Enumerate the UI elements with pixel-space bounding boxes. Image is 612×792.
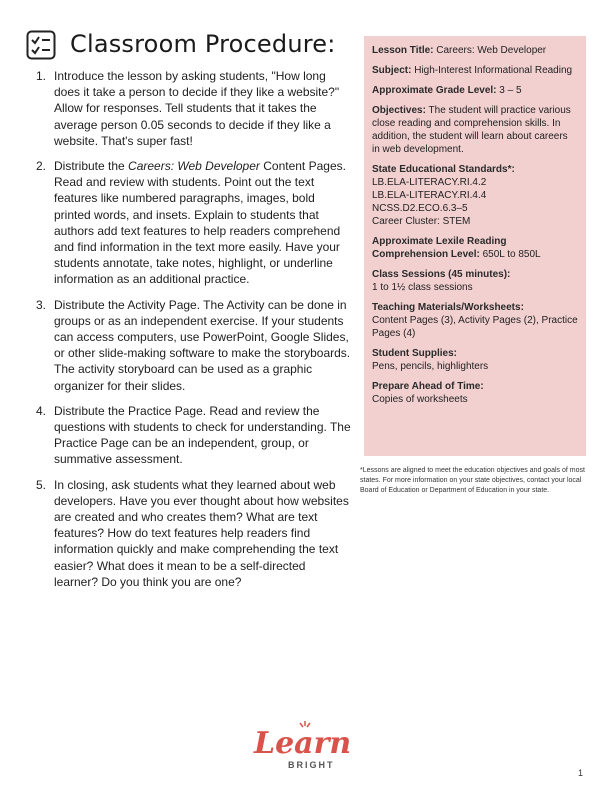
step-text-part: Content Pages. Read and review with students. Point out the text features like numbered paragraphs, images, bold printed words, and insets. Explain to students that authors add text features to help readers comprehend and find information in the text more easily. Have your students annotate, take notes, highlight, or underline information as an additional practice.	[54, 159, 346, 287]
step-number: 4.	[36, 403, 47, 418]
field-label: Lesson Title:	[372, 45, 434, 56]
objectives-block	[372, 104, 578, 156]
career-cluster: Career Cluster: STEM	[372, 216, 471, 227]
standards-footnote: *Lessons are aligned to meet the education objectives and goals of most states. For more information on your state objectives, contact your local Board of Education or Department of Education in your state.	[360, 467, 585, 494]
standard-code: NCSS.D2.ECO.6.3–5	[372, 203, 468, 214]
procedure-list	[30, 68, 352, 599]
learn-bright-logo	[250, 720, 360, 772]
field-label: State Educational Standards*:	[372, 164, 515, 175]
step-number: 1.	[36, 69, 47, 83]
page-header	[26, 30, 346, 66]
procedure-step	[30, 403, 352, 468]
subject-block	[372, 64, 578, 77]
field-value: High-Interest Informational Reading	[411, 65, 573, 76]
prepare-block	[372, 380, 578, 406]
standard-code: LB.ELA-LITERACY.RI.4.4	[372, 190, 487, 201]
step-text: Introduce the lesson by asking students, "How long does it take a person to decide if they like a website?" Allow for responses. Tell students that it takes the average person 0.05 seconds to decide if they like a website. That's super fast!	[54, 69, 340, 148]
field-value: Copies of worksheets	[372, 394, 468, 405]
step-text-part: Distribute the	[54, 159, 129, 174]
step-text	[54, 159, 346, 286]
grade-block	[372, 84, 578, 97]
field-label: Objectives:	[372, 105, 426, 116]
procedure-step	[30, 68, 352, 149]
lesson-title-block	[372, 44, 578, 57]
standards-block	[372, 163, 578, 228]
logo-wordmark: Learn	[254, 726, 352, 761]
supplies-block	[372, 347, 578, 373]
lexile-block	[372, 235, 578, 261]
materials-block	[372, 301, 578, 340]
content-title: Careers: Web Developer	[128, 159, 260, 174]
field-label: Student Supplies:	[372, 348, 457, 359]
sessions-block	[372, 268, 578, 294]
field-label: Approximate Grade Level:	[372, 85, 497, 96]
step-number: 2.	[36, 159, 47, 174]
step-number: 5.	[36, 477, 47, 492]
field-value: 650L to 850L	[479, 249, 541, 260]
step-text: Distribute the Activity Page. The Activity can be done in groups or as an independent exercise. If your students can access computers, use PowerPoint, Google Slides, or other slide-making software to make the storyboards. The activity storyboard can be used as a graphic organizer for their slides.	[54, 297, 351, 393]
procedure-step	[30, 158, 352, 288]
step-number: 3.	[36, 297, 47, 312]
procedure-step	[30, 477, 352, 590]
field-label: Class Sessions (45 minutes):	[372, 269, 511, 280]
field-value: Pens, pencils, highlighters	[372, 361, 489, 372]
field-label: Teaching Materials/Worksheets:	[372, 302, 524, 313]
logo-tagline: BRIGHT	[288, 760, 335, 770]
page-title: Classroom Procedure:	[70, 30, 336, 58]
field-value: Content Pages (3), Activity Pages (2), Practice Pages (4)	[372, 315, 578, 339]
field-label: Subject:	[372, 65, 412, 76]
field-value: 3 – 5	[496, 85, 522, 96]
field-value: Careers: Web Developer	[433, 45, 547, 56]
page-number: 1	[578, 768, 584, 778]
checklist-icon	[26, 30, 56, 60]
field-value: The student will practice various close reading and comprehension skills. In addition, the student will learn about careers in web development.	[372, 105, 571, 155]
lesson-info-panel	[364, 36, 586, 456]
field-value: 1 to 1½ class sessions	[372, 282, 473, 293]
field-label: Approximate Lexile Reading Comprehension Level:	[372, 236, 507, 260]
standard-code: LB.ELA-LITERACY.RI.4.2	[372, 177, 487, 188]
step-text: In closing, ask students what they learned about web developers. Have you ever thought about how websites are created and who creates them? What are text features? How do text features help readers find information quickly and make comprehending the text easier? What does it mean to be a self-directed learner? Do you think you are one?	[54, 477, 349, 589]
step-text: Distribute the Practice Page. Read and review the questions with students to check for understanding. The Practice Page can be an independent, group, or summative assessment.	[54, 403, 351, 467]
field-label: Prepare Ahead of Time:	[372, 381, 484, 392]
procedure-step	[30, 297, 352, 394]
